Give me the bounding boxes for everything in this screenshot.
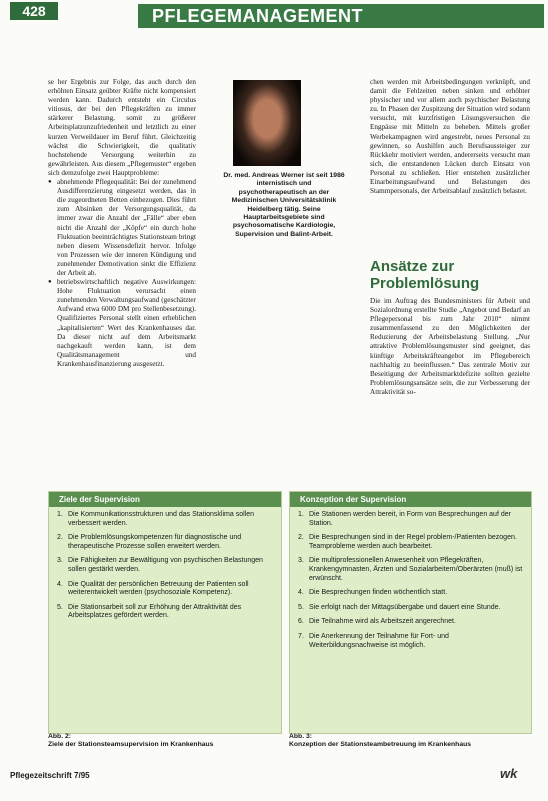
item-number: 4. bbox=[298, 589, 304, 597]
list-item bbox=[298, 589, 523, 598]
paragraph: Die im Auftrag des Bundesministers für Arbeit und Sozialordnung erstellte Studie „Angebot und Bedarf an Pflegepersonal bis zum Jahr 2010“ nimmt zusammenfassend zu den Möglichkeiten der Reduzierung der Arbeitsbelastung Stellung. „Nur attraktive Problemlösungsmuster sind geeignet, das künftige Arbeitskräfteangebot im Pflegebereich nachhaltig zu beeinflussen.“ Das zentrale Motiv zur Beseitigung der Arbeitsmarktdefizite sollten gezielte Problemlösungsansätze sein, die zur Verbesserung der Attraktivität so- bbox=[370, 297, 530, 396]
goals-list bbox=[49, 507, 281, 621]
item-number: 1. bbox=[57, 511, 63, 518]
figure-label: Abb. 3: bbox=[289, 733, 313, 740]
column-right-body bbox=[370, 297, 530, 397]
column-left bbox=[48, 78, 196, 369]
list-item bbox=[298, 534, 523, 551]
item-text: Die Stationen werden bereit, in Form von Besprechungen auf der Station. bbox=[309, 511, 511, 527]
item-text: Die Qualität der persönlichen Betreuung der Patienten soll weiterentwickelt werden (psychosoziale Kompetenz). bbox=[68, 580, 249, 597]
figure-caption-right bbox=[289, 733, 530, 750]
item-text: Die Besprechungen sind in der Regel problem-/Patienten bezogen. Teamprobleme werden auch bearbeitet. bbox=[309, 534, 517, 550]
box-goals bbox=[48, 491, 282, 734]
page-number: 428 bbox=[10, 2, 58, 20]
item-number: 3. bbox=[57, 557, 63, 565]
list-item bbox=[298, 604, 523, 613]
item-text: Die Kommunikationsstrukturen und das Stationsklima sollen verbessert werden. bbox=[68, 511, 254, 527]
box-title: Ziele der Supervision bbox=[49, 492, 281, 507]
item-text: Die Anerkennung der Teilnahme für Fort- und Weiterbildungsnachweise ist möglich. bbox=[309, 632, 449, 649]
list-item bbox=[57, 604, 273, 621]
list-item bbox=[57, 534, 273, 551]
list-item bbox=[298, 511, 523, 528]
bullet-item: ● abnehmende Pflegequalität: Bei der zunehmend Ausdifferenzierung eingesetzt werden, das in die zugeordneten Betten einbezogen. Dies führt zum Absinken der Versorgungsqualität, da immer zwar die Anzahl der „Fälle“ aber eben nicht die Anzahl der „Köpfe“ ein durch hohe Fluktuation beeinträchtigtes Stationsteam bringt neben diesem Wissensdefizit hervor. Infolge von Prozessen wie der inneren Kündigung und zunehmender Demotivation sinkt die Effizienz der Arbeit ab. bbox=[57, 178, 196, 278]
box-title: Konzeption der Supervision bbox=[290, 492, 531, 507]
column-right-top bbox=[370, 78, 530, 196]
item-text: Sie erfolgt nach der Mittagsübergabe und dauert eine Stunde. bbox=[309, 603, 501, 611]
item-number: 4. bbox=[57, 580, 63, 588]
figure-caption: Ziele der Stationsteamsupervision im Krankenhaus bbox=[48, 741, 214, 749]
concept-list bbox=[290, 507, 531, 650]
list-item bbox=[298, 633, 523, 650]
list-item bbox=[57, 557, 273, 574]
item-text: Die Besprechungen finden wöchentlich statt. bbox=[309, 589, 448, 597]
photo-caption: Dr. med. Andreas Werner ist seit 1986 internistisch und psychotherapeutisch an der Medizinischen Universitätsklinik Heidelberg tätig. Seine Hauptarbeitsgebiete sind psychosomatische Kardiologie, Supervision und Balint-Arbeit. bbox=[223, 172, 345, 238]
intro-paragraph: se her Ergebnis zur Folge, das auch durch den erhöhten Einsatz geübter Kräfte nicht kompensiert werden kann. Dadurch entsteht ein Circulus vitiosus, der bei den Pflegekräften zu immer stärkerer Belastung, somit zu größerer Arbeitsplatzunzufriedenheit und letztlich zu einer kurzen Verweildauer im Beruf führt. Gleichzeitig wächst die Schwierigkeit, die qualitativ hochstehende Versorgung weiterhin zu gewährleisten. Aus diesem „Pflegemuster“ ergeben sich demzufolge zwei Hauptprobleme: bbox=[48, 78, 196, 177]
list-item bbox=[57, 581, 273, 598]
item-number: 5. bbox=[57, 603, 63, 611]
figure-caption: Konzeption der Stationsteambetreuung im Krankenhaus bbox=[289, 741, 472, 749]
item-number: 2. bbox=[298, 534, 304, 542]
item-number: 1. bbox=[298, 511, 304, 518]
section-header: PFLEGEMANAGEMENT bbox=[138, 4, 544, 28]
list-item bbox=[298, 618, 523, 627]
section-heading: Ansätze zur Problemlösung bbox=[370, 258, 480, 292]
list-item bbox=[298, 557, 523, 583]
item-number: 5. bbox=[298, 603, 304, 611]
bullet-item: ● betriebswirtschaftlich negative Auswirkungen: Hohe Fluktuation verursacht einen zunehmenden Verwaltungsaufwand (geschätzter Aufwand etwa 6000 DM pro Stellenbesetzung). Qualifiziertes Personal stellt einen erheblichen „kapitalisierten“ Wert des Krankenhauses dar. Da dieser nicht auf dem Arbeitsmarkt nachgekauft werden kann, ist dem Qualitätsmanagement und Krankenhausfinanzierung ausgesetzt. bbox=[57, 278, 196, 369]
item-text: Die Problemlösungskompetenzen für diagnostische und therapeutische Prozesse sollen erweitert werden. bbox=[68, 534, 242, 550]
journal-footer: Pflegezeitschrift 7/95 bbox=[10, 771, 90, 780]
figure-label: Abb. 2: bbox=[48, 733, 72, 740]
item-text: Die Fähigkeiten zur Bewältigung von psychischen Belastungen sollen gestärkt werden. bbox=[68, 557, 263, 573]
item-number: 6. bbox=[298, 618, 304, 626]
item-text: Die Teilnahme wird als Arbeitszeit angerechnet. bbox=[309, 618, 456, 626]
publisher-logo: wk bbox=[500, 766, 518, 781]
item-number: 3. bbox=[298, 557, 304, 565]
figure-caption-left bbox=[48, 733, 280, 750]
list-item bbox=[57, 511, 273, 528]
item-number: 7. bbox=[298, 632, 304, 640]
box-concept bbox=[289, 491, 532, 734]
item-text: Die multiprofessionellen Anwesenheit von Pflegekräften, Krankengymnasten, Ärzten und Sozialarbeitern/Oberärzten (muß) ist erwünscht. bbox=[309, 557, 523, 582]
item-text: Die Stationsarbeit soll zur Erhöhung der Attraktivität des Arbeitsplatzes gefördert werden. bbox=[68, 603, 242, 620]
paragraph: chen werden mit Arbeitsbedingungen verknüpft, und damit die Fehlzeiten neben sinken und erhöhter physischer und vor allem auch psychischer Belastung zu. In Phasen der Zuspitzung der Situation wird sodann versucht, mit kurzfristigen Lösungsversuchen die Engpässe mit Mitteln zu beheben. Mittels großer Werbekampagnen wird angestrebt, neues Personal zu gewinnen, so Aushilfen auch Berufsaussteiger zur Rückkehr motiviert werden, andererseits versucht man sich, die entstandenen Lücken durch Einsatz von Personal zu schließen. Hier entstehen zusätzlicher Einarbeitungsaufwand und Belastungen des Stammpersonals, der Arbeitsablauf zusätzlich belastet. bbox=[370, 78, 530, 196]
item-number: 2. bbox=[57, 534, 63, 542]
author-photo bbox=[233, 80, 301, 166]
